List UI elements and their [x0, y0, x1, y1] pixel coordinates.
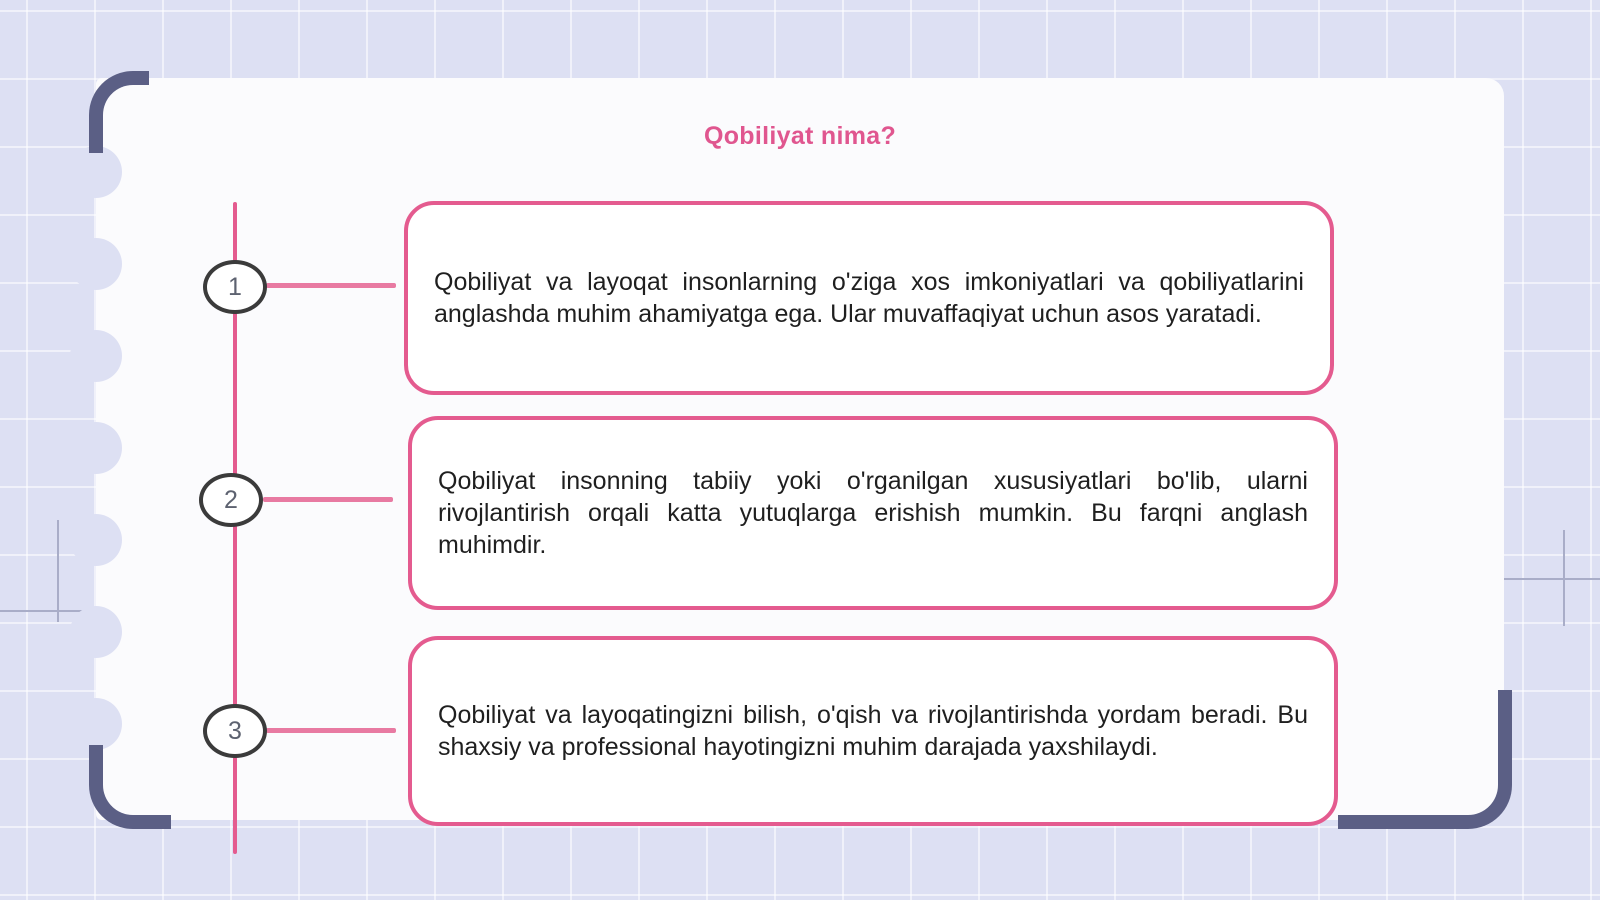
page-edge-bump [70, 606, 122, 658]
page-edge-bump [70, 514, 122, 566]
card-text: Qobiliyat va layoqat insonlarning o'ziga xos imkoniyatlari va qobiliyatlarini anglashda muhim ahamiyatga ega. Ular muvaffaqiyat uchun asos yaratadi. [434, 268, 1304, 328]
card-text: Qobiliyat insonning tabiiy yoki o'rganilgan xususiyatlari bo'lib, ularni rivojlantirish orqali katta yutuqlarga erishish mumkin. Bu farqni anglash muhimdir. [438, 467, 1308, 559]
timeline-connector-2 [263, 497, 393, 502]
page-edge-bump [70, 698, 122, 750]
card-text: Qobiliyat va layoqatingizni bilish, o'qish va rivojlantirishda yordam beradi. Bu shaxsiy va professional hayotingizni muhim darajada yaxshilaydi. [438, 701, 1308, 761]
timeline-connector-1 [266, 283, 396, 288]
page-edge-bump [70, 422, 122, 474]
page-edge-bump [70, 146, 122, 198]
grid-cross-right-horizontal [1504, 578, 1600, 580]
step-number: 3 [228, 716, 242, 745]
step-number: 2 [224, 485, 238, 514]
grid-cross-left-vertical [57, 520, 59, 622]
page-edge-bump [70, 330, 122, 382]
step-number: 1 [228, 272, 242, 301]
frame-corner-bottom-left [89, 745, 171, 829]
step-marker-1 [203, 260, 267, 314]
timeline-connector-3 [266, 728, 396, 733]
slide-title: Qobiliyat nima? [703, 122, 897, 150]
frame-corner-bottom-right [1338, 690, 1512, 829]
info-card-2 [408, 416, 1338, 610]
info-card-1 [404, 201, 1334, 395]
page-edge-bump [70, 238, 122, 290]
step-marker-2 [199, 473, 263, 527]
info-card-3 [408, 636, 1338, 826]
step-marker-3 [203, 704, 267, 758]
